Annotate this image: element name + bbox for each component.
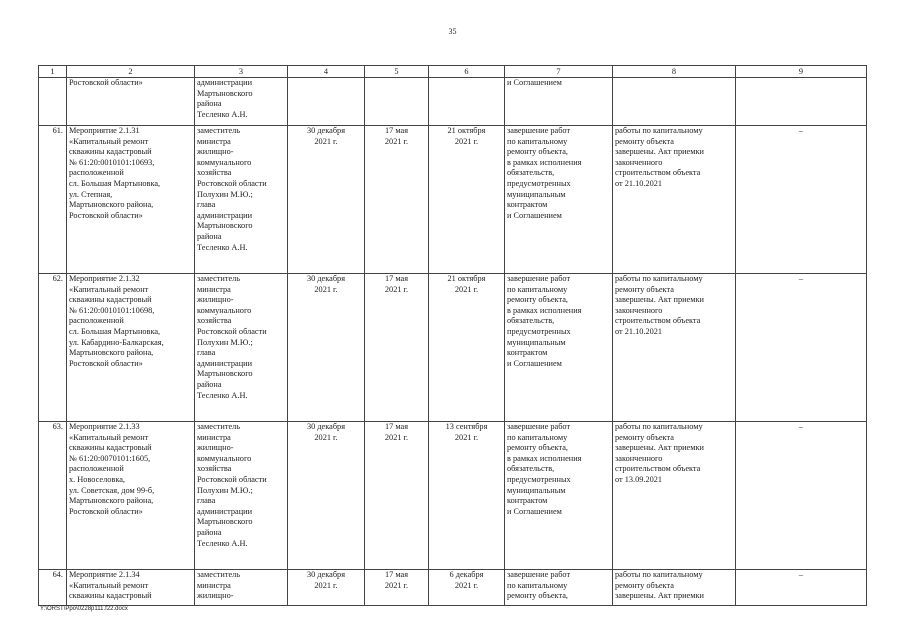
result-fact-cell: работы по капитальному ремонту объекта завершены. Акт приемки законченного строительством объекта от 21.10.2021 [613,126,736,274]
date-start-cell: 17 мая 2021 г. [365,570,429,606]
event-cell: Мероприятие 2.1.32 «Капитальный ремонт скважины кадастровый № 61:20:0010101:10698, расположенной сл. Большая Мартыновка, ул. Кабардино-Балкарская, Мартыновского района, Ростовской области» [67,274,195,422]
header-col-6: 6 [429,66,505,78]
executor-cell: заместитель министра жилищно- [195,570,288,606]
header-col-5: 5 [365,66,429,78]
event-cell: Мероприятие 2.1.31 «Капитальный ремонт скважины кадастровый № 61:20:0010101:10693, расположенной сл. Большая Мартыновка, ул. Степная, Мартыновского района, Ростовской области» [67,126,195,274]
date-start-cell: 17 мая 2021 г. [365,274,429,422]
date-start-cell: 17 мая 2021 г. [365,422,429,570]
date-end-cell [429,78,505,126]
event-cell: Мероприятие 2.1.33 «Капитальный ремонт скважины кадастровый № 61:20:0070101:1605, расположенной х. Новоселовка, ул. Советская, дом 99-б, Мартыновского района, Ростовской области» [67,422,195,570]
note-cell: – [736,126,867,274]
result-plan-cell: завершение работ по капитальному ремонту объекта, в рамках исполнения обязательств, предусмотренных муниципальным контрактом и Соглашением [505,422,613,570]
header-col-7: 7 [505,66,613,78]
result-plan-cell: завершение работ по капитальному ремонту объекта, в рамках исполнения обязательств, предусмотренных муниципальным контрактом и Соглашением [505,126,613,274]
note-cell [736,78,867,126]
note-cell: – [736,274,867,422]
row-number: 64. [39,570,67,606]
table-row [39,570,867,606]
date-end-cell: 21 октября 2021 г. [429,126,505,274]
row-number: 63. [39,422,67,570]
date-end-cell: 21 октября 2021 г. [429,274,505,422]
table-row [39,274,867,422]
report-table [38,65,867,606]
file-path-footer: Y:\ORST\Ppo\0228p111.f22.docx [40,606,128,612]
date-end-cell: 6 декабря 2021 г. [429,570,505,606]
result-fact-cell: работы по капитальному ремонту объекта завершены. Акт приемки законченного строительством объекта от 13.09.2021 [613,422,736,570]
executor-cell: заместитель министра жилищно- коммунального хозяйства Ростовской области Полухин М.Ю.; глава администрации Мартыновского района Тесленко А.Н. [195,422,288,570]
table-row [39,422,867,570]
row-number [39,78,67,126]
date-plan-cell [288,78,365,126]
header-col-1: 1 [39,66,67,78]
executor-cell: заместитель министра жилищно- коммунального хозяйства Ростовской области Полухин М.Ю.; глава администрации Мартыновского района Тесленко А.Н. [195,274,288,422]
executor-cell: администрации Мартыновского района Тесленко А.Н. [195,78,288,126]
date-plan-cell: 30 декабря 2021 г. [288,126,365,274]
header-col-4: 4 [288,66,365,78]
result-fact-cell [613,78,736,126]
result-plan-cell: завершение работ по капитальному ремонту объекта, в рамках исполнения обязательств, предусмотренных муниципальным контрактом и Соглашением [505,274,613,422]
page-number: 35 [448,27,457,36]
header-row [39,66,867,78]
result-plan-cell: и Соглашением [505,78,613,126]
note-cell: – [736,570,867,606]
date-plan-cell: 30 декабря 2021 г. [288,422,365,570]
date-end-cell: 13 сентября 2021 г. [429,422,505,570]
date-plan-cell: 30 декабря 2021 г. [288,570,365,606]
date-start-cell [365,78,429,126]
table-row [39,78,867,126]
result-fact-cell: работы по капитальному ремонту объекта завершены. Акт приемки законченного строительством объекта от 21.10.2021 [613,274,736,422]
event-cell: Мероприятие 2.1.34 «Капитальный ремонт скважины кадастровый [67,570,195,606]
header-col-8: 8 [613,66,736,78]
date-plan-cell: 30 декабря 2021 г. [288,274,365,422]
executor-cell: заместитель министра жилищно- коммунального хозяйства Ростовской области Полухин М.Ю.; глава администрации Мартыновского района Тесленко А.Н. [195,126,288,274]
result-fact-cell: работы по капитальному ремонту объекта завершены. Акт приемки [613,570,736,606]
note-cell: – [736,422,867,570]
header-col-2: 2 [67,66,195,78]
date-start-cell: 17 мая 2021 г. [365,126,429,274]
row-number: 61. [39,126,67,274]
result-plan-cell: завершение работ по капитальному ремонту объекта, [505,570,613,606]
row-number: 62. [39,274,67,422]
table-row [39,126,867,274]
header-col-9: 9 [736,66,867,78]
header-col-3: 3 [195,66,288,78]
event-cell: Ростовской области» [67,78,195,126]
